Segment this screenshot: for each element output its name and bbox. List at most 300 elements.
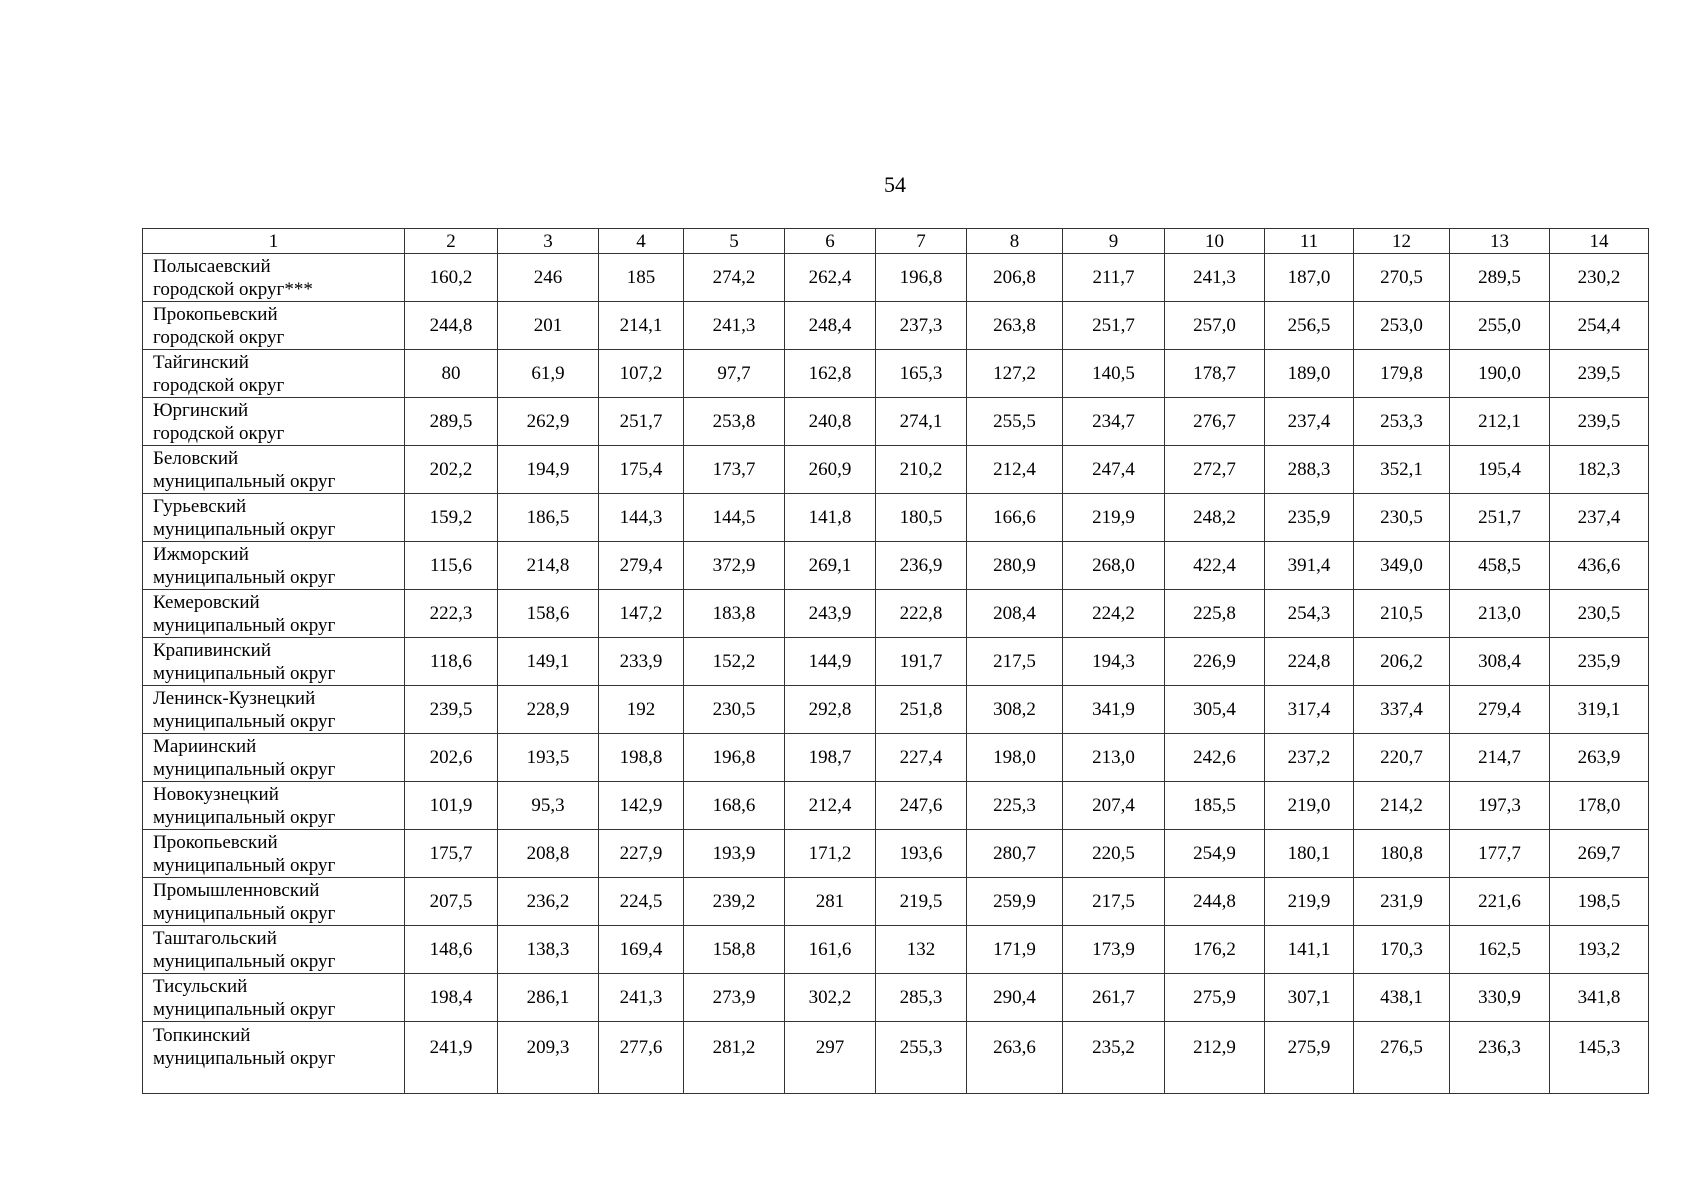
value-cell: 224,8 [1265,638,1354,686]
table-header-row [143,229,1649,254]
table-row [143,398,1649,446]
value-cell: 144,3 [599,494,684,542]
value-cell: 269,1 [785,542,876,590]
value-cell: 330,9 [1450,974,1550,1022]
value-cell: 279,4 [1450,686,1550,734]
value-cell: 141,8 [785,494,876,542]
column-header-9: 9 [1063,229,1165,254]
value-cell: 226,9 [1165,638,1265,686]
value-cell: 251,7 [599,398,684,446]
value-cell: 152,2 [684,638,785,686]
value-cell: 219,0 [1265,782,1354,830]
value-cell: 145,3 [1550,1022,1649,1094]
value-cell: 239,2 [684,878,785,926]
value-cell: 262,9 [498,398,599,446]
value-cell: 391,4 [1265,542,1354,590]
value-cell: 162,8 [785,350,876,398]
table-row [143,1022,1649,1094]
value-cell: 317,4 [1265,686,1354,734]
value-cell: 220,5 [1063,830,1165,878]
table-row [143,686,1649,734]
row-name-line2: муниципальный округ [153,998,336,1020]
value-cell: 183,8 [684,590,785,638]
value-cell: 248,4 [785,302,876,350]
value-cell: 185,5 [1165,782,1265,830]
value-cell: 144,5 [684,494,785,542]
value-cell: 352,1 [1354,446,1450,494]
value-cell: 254,3 [1265,590,1354,638]
value-cell: 193,5 [498,734,599,782]
value-cell: 61,9 [498,350,599,398]
value-cell: 289,5 [405,398,498,446]
row-name-line1: Крапивинский [153,639,271,661]
row-name-cell [143,494,405,542]
value-cell: 285,3 [876,974,967,1022]
row-name-line2: муниципальный округ [153,614,336,636]
value-cell: 234,7 [1063,398,1165,446]
row-name-line2: городской округ [153,374,285,396]
table-row [143,542,1649,590]
table-row [143,494,1649,542]
value-cell: 189,0 [1265,350,1354,398]
value-cell: 182,3 [1550,446,1649,494]
value-cell: 341,8 [1550,974,1649,1022]
value-cell: 247,6 [876,782,967,830]
value-cell: 337,4 [1354,686,1450,734]
value-cell: 127,2 [967,350,1063,398]
value-cell: 275,9 [1165,974,1265,1022]
value-cell: 210,5 [1354,590,1450,638]
column-header-5: 5 [684,229,785,254]
value-cell: 148,6 [405,926,498,974]
value-cell: 194,9 [498,446,599,494]
value-cell: 214,2 [1354,782,1450,830]
table-row [143,734,1649,782]
value-cell: 178,0 [1550,782,1649,830]
value-cell: 160,2 [405,254,498,302]
value-cell: 144,9 [785,638,876,686]
row-name-line1: Топкинский [153,1025,251,1046]
value-cell: 237,4 [1265,398,1354,446]
row-name-cell [143,542,405,590]
value-cell: 254,4 [1550,302,1649,350]
value-cell: 281,2 [684,1022,785,1094]
value-cell: 169,4 [599,926,684,974]
row-name-line1: Мариинский [153,735,257,757]
column-header-2: 2 [405,229,498,254]
column-header-8: 8 [967,229,1063,254]
value-cell: 237,2 [1265,734,1354,782]
value-cell: 255,0 [1450,302,1550,350]
value-cell: 217,5 [967,638,1063,686]
row-name-line2: муниципальный округ [153,902,336,924]
value-cell: 177,7 [1450,830,1550,878]
value-cell: 173,7 [684,446,785,494]
value-cell: 192 [599,686,684,734]
value-cell: 141,1 [1265,926,1354,974]
row-name-cell [143,350,405,398]
row-name-line1: Ижморский [153,543,249,565]
value-cell: 268,0 [1063,542,1165,590]
row-name-cell [143,254,405,302]
value-cell: 280,9 [967,542,1063,590]
row-name-cell [143,878,405,926]
value-cell: 190,0 [1450,350,1550,398]
value-cell: 95,3 [498,782,599,830]
value-cell: 242,6 [1165,734,1265,782]
row-name-cell [143,974,405,1022]
value-cell: 80 [405,350,498,398]
row-name-line1: Тайгинский [153,351,249,373]
row-name-cell [143,446,405,494]
value-cell: 248,2 [1165,494,1265,542]
value-cell: 142,9 [599,782,684,830]
value-cell: 270,5 [1354,254,1450,302]
value-cell: 202,2 [405,446,498,494]
value-cell: 289,5 [1450,254,1550,302]
value-cell: 194,3 [1063,638,1165,686]
value-cell: 206,8 [967,254,1063,302]
value-cell: 253,8 [684,398,785,446]
row-name-line2: муниципальный округ [153,758,336,780]
row-name-line2: муниципальный округ [153,950,336,972]
value-cell: 175,7 [405,830,498,878]
value-cell: 178,7 [1165,350,1265,398]
value-cell: 261,7 [1063,974,1165,1022]
value-cell: 236,2 [498,878,599,926]
value-cell: 274,1 [876,398,967,446]
value-cell: 259,9 [967,878,1063,926]
value-cell: 288,3 [1265,446,1354,494]
value-cell: 198,0 [967,734,1063,782]
value-cell: 208,4 [967,590,1063,638]
row-name-line1: Ленинск-Кузнецкий [153,687,316,709]
value-cell: 241,3 [599,974,684,1022]
value-cell: 237,4 [1550,494,1649,542]
value-cell: 208,8 [498,830,599,878]
value-cell: 251,8 [876,686,967,734]
value-cell: 235,2 [1063,1022,1165,1094]
value-cell: 235,9 [1265,494,1354,542]
row-name-cell [143,782,405,830]
value-cell: 196,8 [684,734,785,782]
row-name-line1: Юргинский [153,399,249,421]
value-cell: 185 [599,254,684,302]
value-cell: 281 [785,878,876,926]
value-cell: 212,4 [967,446,1063,494]
value-cell: 165,3 [876,350,967,398]
value-cell: 217,5 [1063,878,1165,926]
value-cell: 186,5 [498,494,599,542]
row-name-line1: Беловский [153,447,239,469]
value-cell: 180,5 [876,494,967,542]
value-cell: 239,5 [1550,350,1649,398]
value-cell: 132 [876,926,967,974]
value-cell: 280,7 [967,830,1063,878]
value-cell: 193,6 [876,830,967,878]
value-cell: 243,9 [785,590,876,638]
table-row [143,878,1649,926]
value-cell: 349,0 [1354,542,1450,590]
row-name-line1: Полысаевский [153,255,271,277]
value-cell: 191,7 [876,638,967,686]
value-cell: 159,2 [405,494,498,542]
value-cell: 140,5 [1063,350,1165,398]
value-cell: 214,8 [498,542,599,590]
value-cell: 262,4 [785,254,876,302]
value-cell: 253,3 [1354,398,1450,446]
row-name-line2: городской округ [153,326,285,348]
row-name-line1: Прокопьевский [153,303,278,325]
value-cell: 308,2 [967,686,1063,734]
value-cell: 307,1 [1265,974,1354,1022]
value-cell: 438,1 [1354,974,1450,1022]
value-cell: 201 [498,302,599,350]
row-name-cell [143,302,405,350]
value-cell: 158,6 [498,590,599,638]
column-header-6: 6 [785,229,876,254]
value-cell: 166,6 [967,494,1063,542]
value-cell: 239,5 [405,686,498,734]
value-cell: 241,3 [684,302,785,350]
value-cell: 269,7 [1550,830,1649,878]
value-cell: 224,2 [1063,590,1165,638]
value-cell: 319,1 [1550,686,1649,734]
value-cell: 221,6 [1450,878,1550,926]
value-cell: 260,9 [785,446,876,494]
table-row [143,590,1649,638]
value-cell: 187,0 [1265,254,1354,302]
row-name-cell [143,830,405,878]
value-cell: 225,8 [1165,590,1265,638]
value-cell: 214,1 [599,302,684,350]
value-cell: 193,2 [1550,926,1649,974]
value-cell: 235,9 [1550,638,1649,686]
value-cell: 107,2 [599,350,684,398]
value-cell: 225,3 [967,782,1063,830]
value-cell: 196,8 [876,254,967,302]
value-cell: 193,9 [684,830,785,878]
page-number: 54 [884,172,906,197]
row-name-line2: муниципальный округ [153,566,336,588]
value-cell: 308,4 [1450,638,1550,686]
value-cell: 171,9 [967,926,1063,974]
value-cell: 255,5 [967,398,1063,446]
row-name-line2: муниципальный округ [153,854,336,876]
value-cell: 297 [785,1022,876,1094]
value-cell: 233,9 [599,638,684,686]
value-cell: 274,2 [684,254,785,302]
value-cell: 206,2 [1354,638,1450,686]
value-cell: 118,6 [405,638,498,686]
value-cell: 97,7 [684,350,785,398]
value-cell: 170,3 [1354,926,1450,974]
row-name-cell [143,1022,405,1094]
value-cell: 212,1 [1450,398,1550,446]
value-cell: 219,5 [876,878,967,926]
table-row [143,782,1649,830]
column-header-7: 7 [876,229,967,254]
value-cell: 195,4 [1450,446,1550,494]
value-cell: 180,1 [1265,830,1354,878]
value-cell: 230,5 [684,686,785,734]
row-name-line2: муниципальный округ [153,662,336,684]
value-cell: 241,9 [405,1022,498,1094]
row-name-line2: муниципальный округ [153,470,336,492]
value-cell: 149,1 [498,638,599,686]
value-cell: 240,8 [785,398,876,446]
value-cell: 275,9 [1265,1022,1354,1094]
value-cell: 244,8 [405,302,498,350]
value-cell: 162,5 [1450,926,1550,974]
value-cell: 436,6 [1550,542,1649,590]
value-cell: 173,9 [1063,926,1165,974]
column-header-13: 13 [1450,229,1550,254]
value-cell: 241,3 [1165,254,1265,302]
row-name-line2: муниципальный округ [153,806,336,828]
value-cell: 219,9 [1063,494,1165,542]
column-header-11: 11 [1265,229,1354,254]
row-name-cell [143,686,405,734]
value-cell: 179,8 [1354,350,1450,398]
value-cell: 213,0 [1063,734,1165,782]
value-cell: 239,5 [1550,398,1649,446]
value-cell: 176,2 [1165,926,1265,974]
value-cell: 197,3 [1450,782,1550,830]
table-row [143,638,1649,686]
row-name-line2: городской округ [153,422,285,444]
row-name-line1: Новокузнецкий [153,783,279,805]
value-cell: 244,8 [1165,878,1265,926]
value-cell: 198,4 [405,974,498,1022]
row-name-line1: Таштагольский [153,927,277,949]
value-cell: 286,1 [498,974,599,1022]
value-cell: 171,2 [785,830,876,878]
row-name-line2: муниципальный округ [153,710,336,732]
data-table [142,228,1649,1094]
value-cell: 222,3 [405,590,498,638]
row-name-line1: Гурьевский [153,495,247,517]
value-cell: 251,7 [1063,302,1165,350]
column-header-14: 14 [1550,229,1649,254]
value-cell: 372,9 [684,542,785,590]
value-cell: 212,4 [785,782,876,830]
value-cell: 272,7 [1165,446,1265,494]
row-name-line1: Кемеровский [153,591,260,613]
value-cell: 277,6 [599,1022,684,1094]
table-row [143,254,1649,302]
value-cell: 290,4 [967,974,1063,1022]
column-header-3: 3 [498,229,599,254]
column-header-4: 4 [599,229,684,254]
value-cell: 209,3 [498,1022,599,1094]
value-cell: 302,2 [785,974,876,1022]
value-cell: 212,9 [1165,1022,1265,1094]
value-cell: 256,5 [1265,302,1354,350]
value-cell: 168,6 [684,782,785,830]
value-cell: 207,4 [1063,782,1165,830]
value-cell: 220,7 [1354,734,1450,782]
row-name-cell [143,734,405,782]
value-cell: 254,9 [1165,830,1265,878]
value-cell: 198,7 [785,734,876,782]
value-cell: 305,4 [1165,686,1265,734]
value-cell: 222,8 [876,590,967,638]
value-cell: 255,3 [876,1022,967,1094]
value-cell: 213,0 [1450,590,1550,638]
value-cell: 227,9 [599,830,684,878]
row-name-cell [143,926,405,974]
value-cell: 198,8 [599,734,684,782]
value-cell: 115,6 [405,542,498,590]
table-row [143,830,1649,878]
table-row [143,350,1649,398]
row-name-cell [143,398,405,446]
value-cell: 101,9 [405,782,498,830]
value-cell: 273,9 [684,974,785,1022]
table-row [143,926,1649,974]
value-cell: 263,6 [967,1022,1063,1094]
column-header-10: 10 [1165,229,1265,254]
value-cell: 219,9 [1265,878,1354,926]
value-cell: 341,9 [1063,686,1165,734]
value-cell: 180,8 [1354,830,1450,878]
value-cell: 253,0 [1354,302,1450,350]
row-name-line1: Тисульский [153,975,248,997]
table-row [143,302,1649,350]
value-cell: 224,5 [599,878,684,926]
table-row [143,446,1649,494]
value-cell: 292,8 [785,686,876,734]
value-cell: 263,8 [967,302,1063,350]
value-cell: 214,7 [1450,734,1550,782]
row-name-line1: Прокопьевский [153,831,278,853]
table-row [143,974,1649,1022]
value-cell: 422,4 [1165,542,1265,590]
value-cell: 147,2 [599,590,684,638]
value-cell: 210,2 [876,446,967,494]
row-name-cell [143,638,405,686]
value-cell: 251,7 [1450,494,1550,542]
row-name-line2: муниципальный округ [153,1048,336,1069]
value-cell: 161,6 [785,926,876,974]
value-cell: 158,8 [684,926,785,974]
value-cell: 276,7 [1165,398,1265,446]
table-body [143,254,1649,1094]
value-cell: 198,5 [1550,878,1649,926]
column-header-1: 1 [143,229,405,254]
value-cell: 231,9 [1354,878,1450,926]
value-cell: 263,9 [1550,734,1649,782]
value-cell: 257,0 [1165,302,1265,350]
value-cell: 207,5 [405,878,498,926]
column-header-12: 12 [1354,229,1450,254]
value-cell: 211,7 [1063,254,1165,302]
value-cell: 458,5 [1450,542,1550,590]
value-cell: 230,5 [1354,494,1450,542]
value-cell: 228,9 [498,686,599,734]
value-cell: 138,3 [498,926,599,974]
value-cell: 227,4 [876,734,967,782]
value-cell: 230,2 [1550,254,1649,302]
row-name-line2: муниципальный округ [153,518,336,540]
value-cell: 246 [498,254,599,302]
row-name-cell [143,590,405,638]
value-cell: 230,5 [1550,590,1649,638]
value-cell: 236,9 [876,542,967,590]
row-name-line1: Промышленновский [153,879,320,901]
value-cell: 236,3 [1450,1022,1550,1094]
